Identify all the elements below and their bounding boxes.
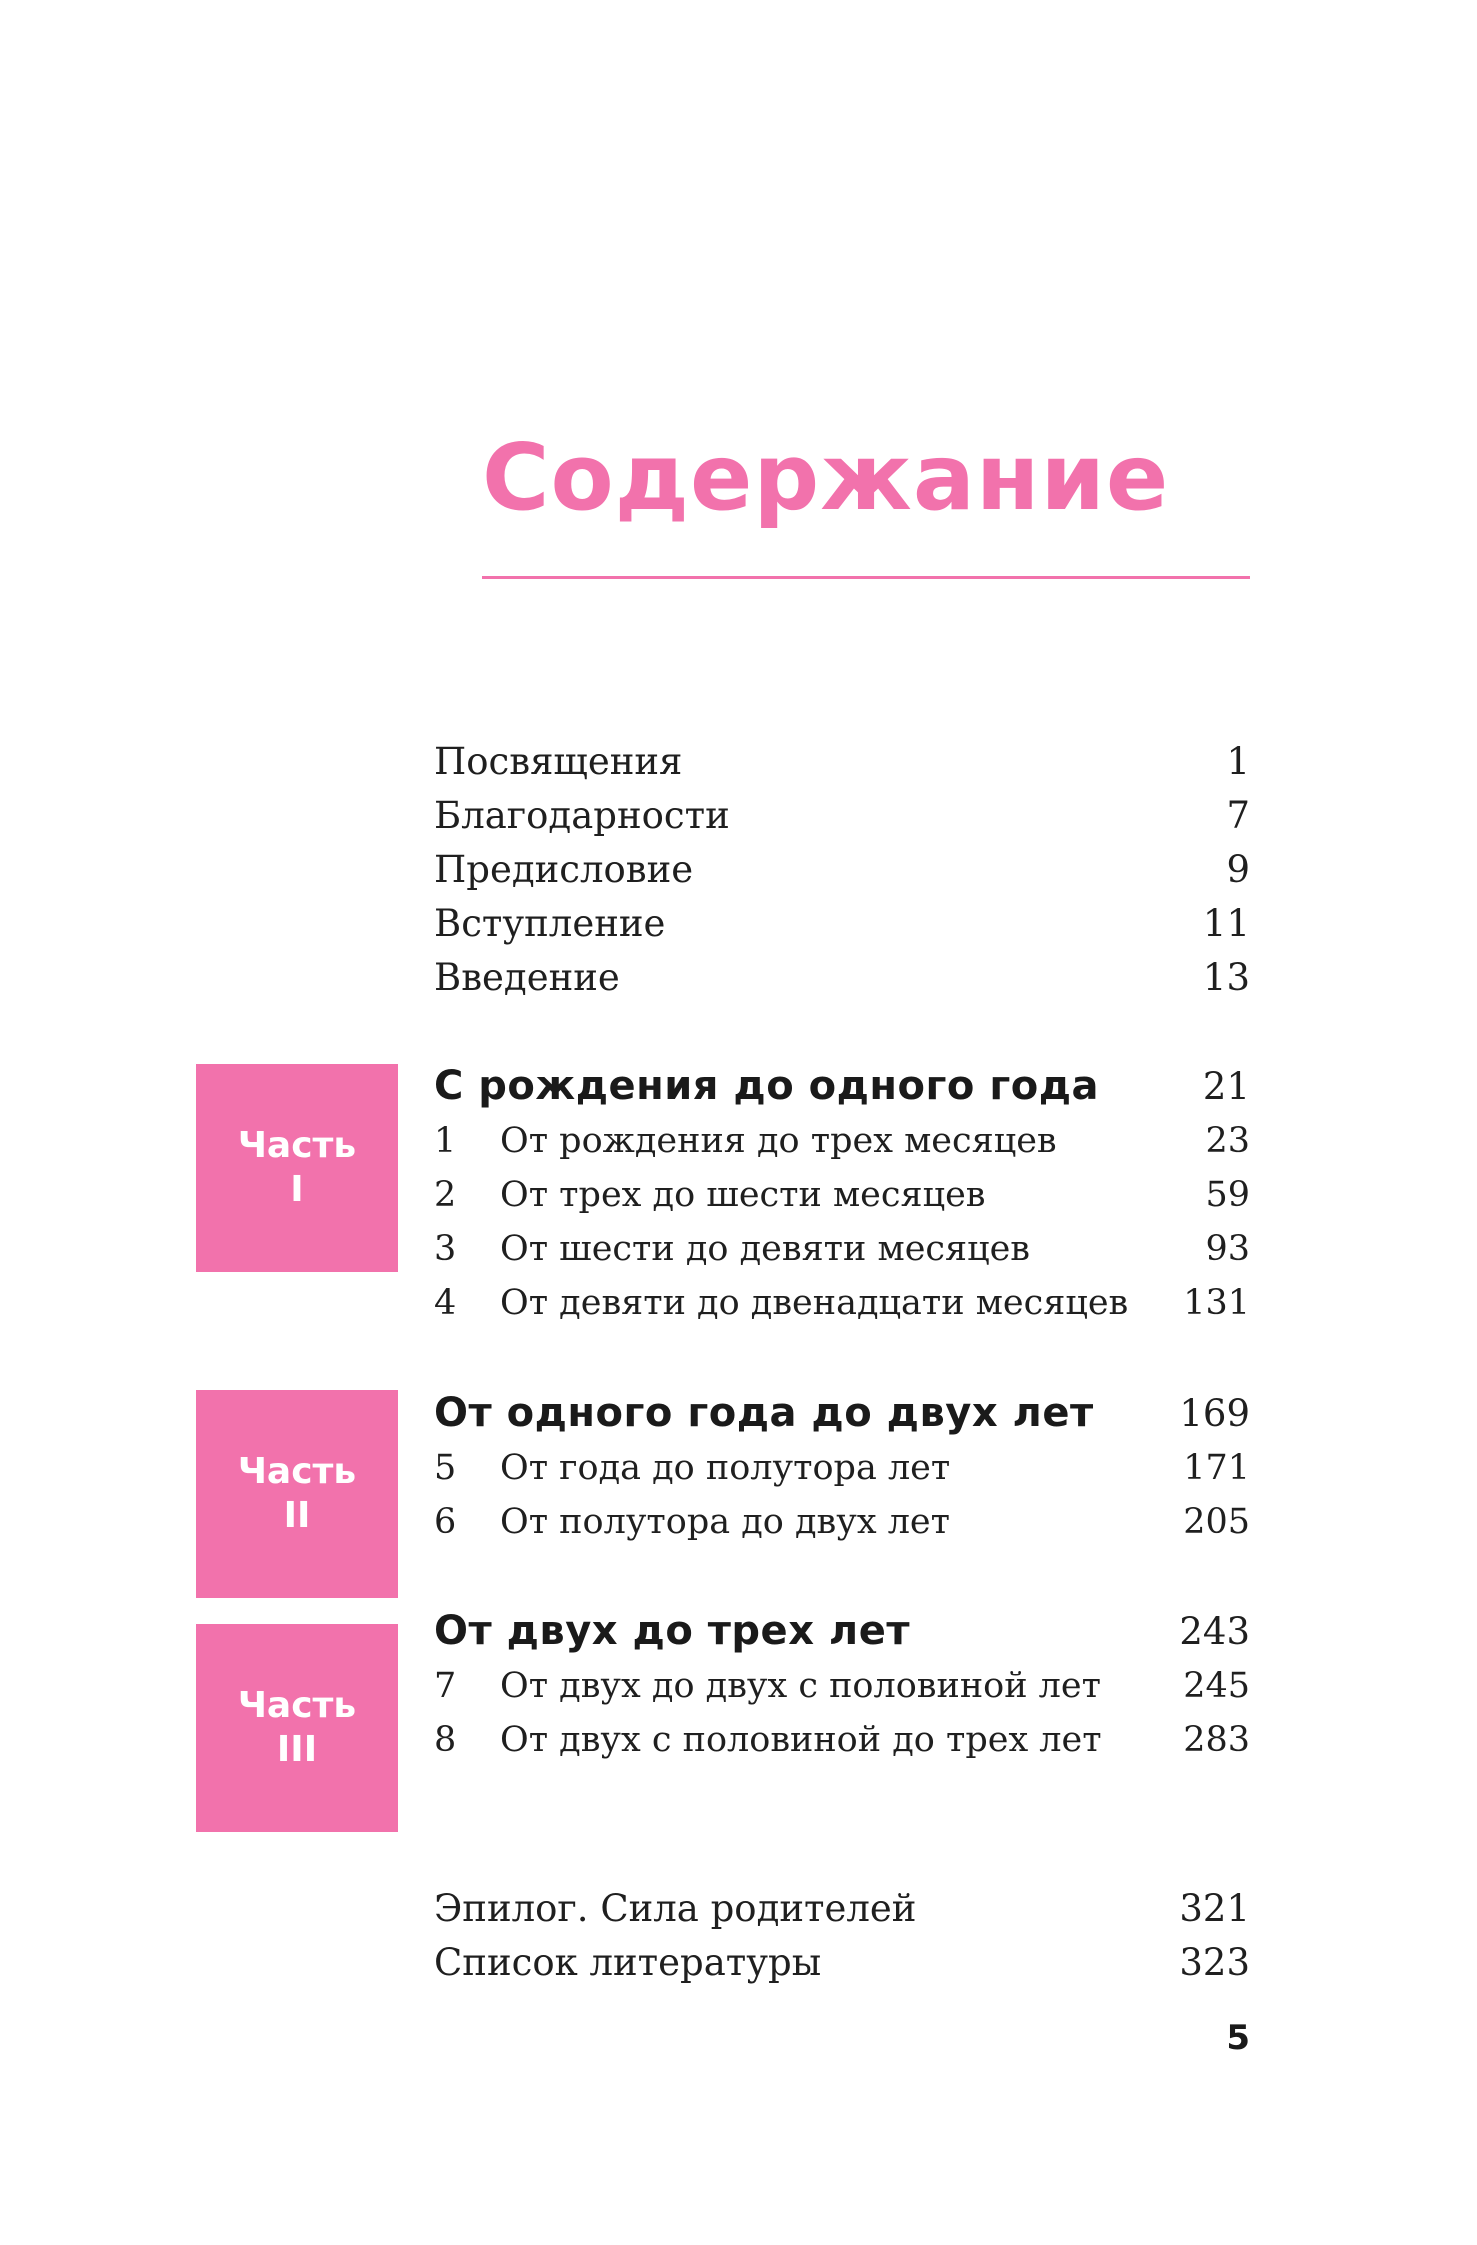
- toc-entry-label: Список литературы: [434, 1940, 822, 1984]
- chapter-label: От года до полутора лет: [500, 1448, 951, 1488]
- toc-entry-page: 1: [1226, 739, 1250, 783]
- chapter-number: 7: [434, 1666, 457, 1706]
- toc-entry[interactable]: [434, 896, 1250, 950]
- chapter-label: От девяти до двенадцати месяцев: [500, 1283, 1129, 1323]
- chapter-label: От полутора до двух лет: [500, 1502, 951, 1542]
- chapter-page: 205: [1183, 1502, 1250, 1542]
- toc-entry[interactable]: [434, 1881, 1250, 1935]
- chapter-number: 5: [434, 1448, 457, 1488]
- chapter-number: 2: [434, 1175, 457, 1215]
- toc-entry-page: 13: [1202, 955, 1250, 999]
- chapter-number: 8: [434, 1720, 457, 1760]
- part-badge-1: [196, 1064, 398, 1272]
- chapter-label: От рождения до трех месяцев: [500, 1121, 1057, 1161]
- chapter-entry[interactable]: [434, 1222, 1250, 1276]
- toc-entry-page: 321: [1179, 1886, 1250, 1930]
- toc-entry-page: 323: [1179, 1940, 1250, 1984]
- toc-entry[interactable]: [434, 1935, 1250, 1989]
- part-heading-1[interactable]: [434, 1059, 1250, 1113]
- chapter-page: 59: [1205, 1175, 1250, 1215]
- chapter-page: 131: [1183, 1283, 1250, 1323]
- toc-entry[interactable]: [434, 788, 1250, 842]
- toc-entry[interactable]: [434, 734, 1250, 788]
- toc-entry-page: 7: [1226, 793, 1250, 837]
- part-badge-number: III: [276, 1729, 318, 1770]
- part-heading-2[interactable]: [434, 1386, 1250, 1440]
- part-badge-number: I: [290, 1169, 304, 1210]
- chapter-label: От двух до двух с половиной лет: [500, 1666, 1101, 1706]
- toc-entry-label: Предисловие: [434, 847, 694, 891]
- chapter-page: 93: [1205, 1229, 1250, 1269]
- chapter-entry[interactable]: [434, 1713, 1250, 1767]
- chapter-number: 4: [434, 1283, 457, 1323]
- chapter-number: 6: [434, 1502, 457, 1542]
- part-page: 243: [1179, 1609, 1250, 1653]
- toc-entry-label: Введение: [434, 955, 620, 999]
- chapter-entry[interactable]: [434, 1495, 1250, 1549]
- part-badge-3: [196, 1624, 398, 1832]
- chapter-entry[interactable]: [434, 1276, 1250, 1330]
- part-badge-2: [196, 1390, 398, 1598]
- part-badge-word: Часть: [237, 1685, 357, 1726]
- toc-entry-label: Вступление: [434, 901, 666, 945]
- chapter-number: 1: [434, 1121, 457, 1161]
- part-badge-word: Часть: [237, 1451, 357, 1492]
- title-divider: [482, 576, 1250, 579]
- part-badge-number: II: [283, 1495, 311, 1536]
- toc-entry-label: Благодарности: [434, 793, 730, 837]
- part-title: От одного года до двух лет: [434, 1390, 1094, 1436]
- chapter-entry[interactable]: [434, 1168, 1250, 1222]
- toc-entry-page: 9: [1226, 847, 1250, 891]
- chapter-label: От двух с половиной до трех лет: [500, 1720, 1102, 1760]
- part-page: 169: [1179, 1391, 1250, 1435]
- part-badge-word: Часть: [237, 1125, 357, 1166]
- chapter-entry[interactable]: [434, 1441, 1250, 1495]
- toc-entry-page: 11: [1202, 901, 1250, 945]
- part-page: 21: [1202, 1064, 1250, 1108]
- page-number: 5: [1226, 2018, 1250, 2058]
- chapter-entry[interactable]: [434, 1659, 1250, 1713]
- chapter-label: От трех до шести месяцев: [500, 1175, 986, 1215]
- chapter-label: От шести до девяти месяцев: [500, 1229, 1031, 1269]
- part-title: От двух до трех лет: [434, 1608, 911, 1654]
- part-heading-3[interactable]: [434, 1604, 1250, 1658]
- chapter-page: 171: [1183, 1448, 1250, 1488]
- toc-entry[interactable]: [434, 842, 1250, 896]
- chapter-entry[interactable]: [434, 1114, 1250, 1168]
- chapter-number: 3: [434, 1229, 457, 1269]
- chapter-page: 23: [1205, 1121, 1250, 1161]
- part-title: С рождения до одного года: [434, 1063, 1099, 1109]
- page-title: Содержание: [482, 424, 1170, 531]
- toc-entry-label: Посвящения: [434, 739, 683, 783]
- chapter-page: 245: [1183, 1666, 1250, 1706]
- toc-entry[interactable]: [434, 950, 1250, 1004]
- chapter-page: 283: [1183, 1720, 1250, 1760]
- toc-entry-label: Эпилог. Сила родителей: [434, 1886, 917, 1930]
